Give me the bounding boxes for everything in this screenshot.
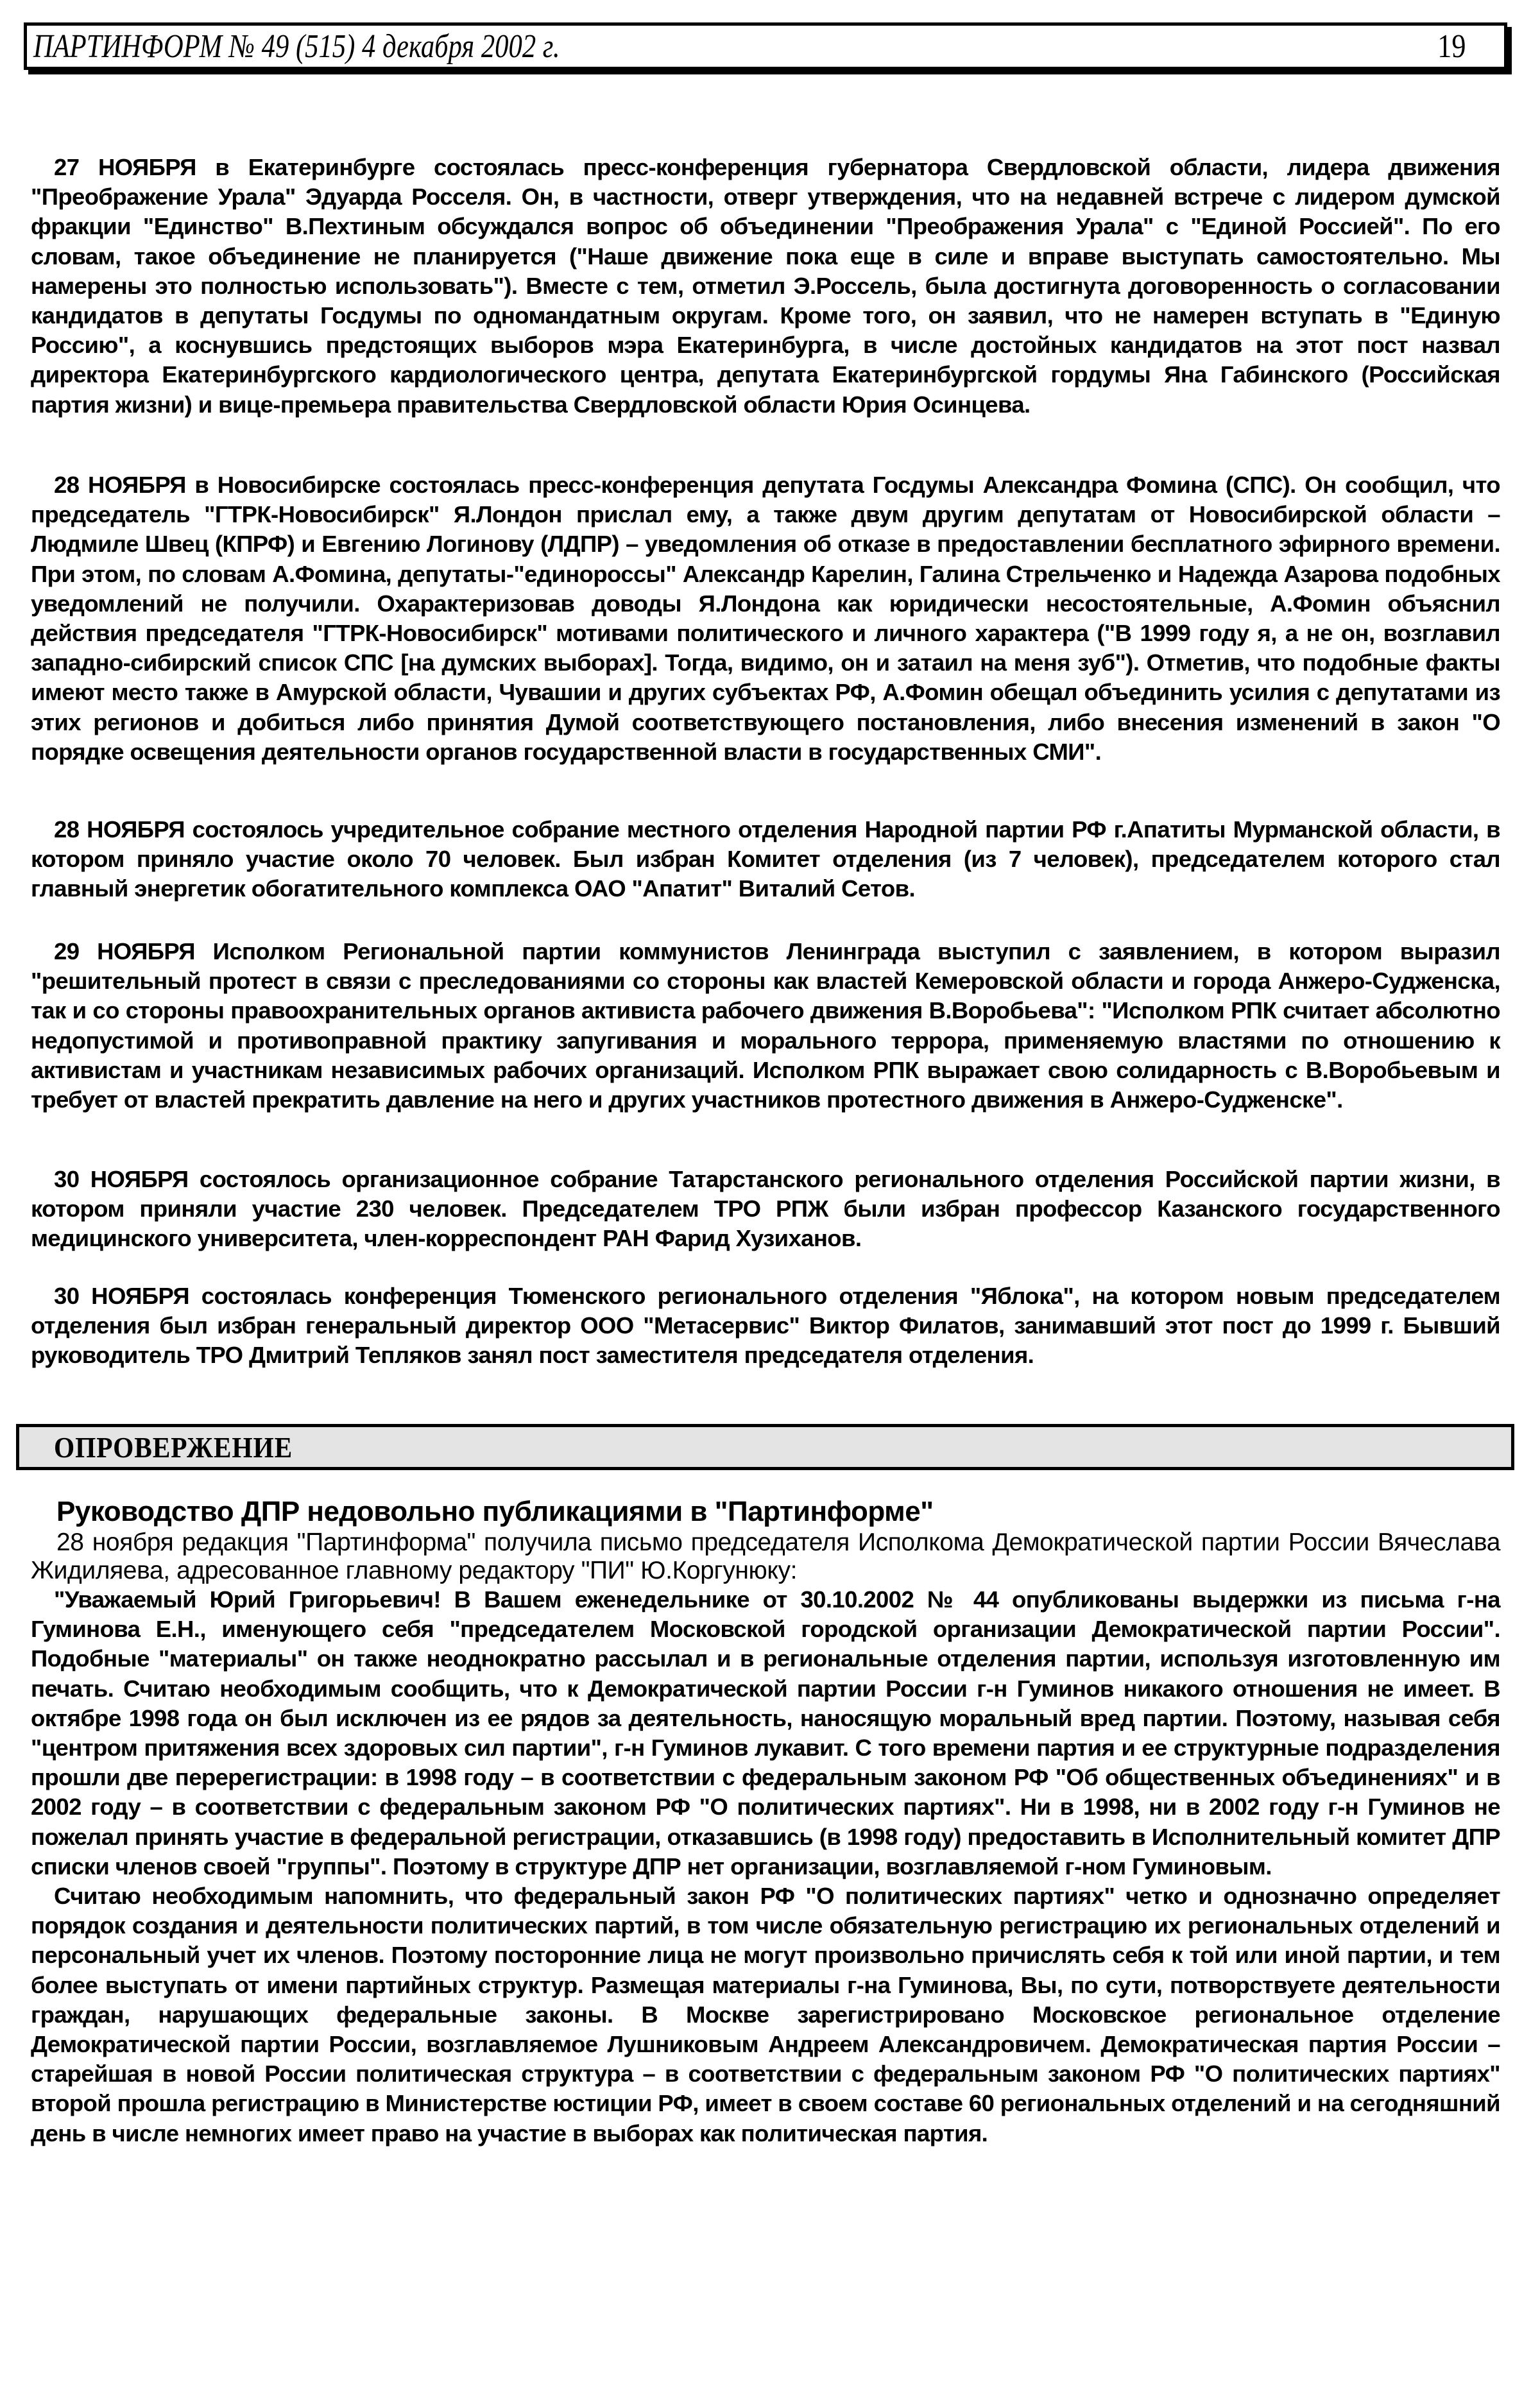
article-headline: Руководство ДПР недовольно публикациями в "Партинформе": [56, 1496, 934, 1527]
page-number: 19: [1437, 28, 1466, 65]
news-item: [31, 153, 1500, 420]
news-date: 28 НОЯБРЯ: [54, 816, 185, 843]
news-date: 29 НОЯБРЯ: [54, 938, 195, 964]
news-item: [31, 815, 1500, 904]
article-lead: 28 ноября редакция "Партинформа" получила письмо председателя Исполкома Демократической партии России Вячеслава Жидиляева, адресованное главному редактору "ПИ" Ю.Коргунюку:: [31, 1529, 1500, 1584]
news-date: 30 НОЯБРЯ: [54, 1283, 189, 1309]
news-item: [31, 937, 1500, 1115]
publication-title: ПАРТИНФОРМ № 49 (515) 4 декабря 2002 г.: [33, 28, 560, 65]
news-text: состоялось учредительное собрание местного отделения Народной партии РФ г.Апатиты Мурманской области, в котором приняло участие около 70 человек. Был избран Комитет отделения (из 7 человек), председателем которого стал главный энергетик обогатительного комплекса ОАО "Апатит" Виталий Сетов.: [31, 816, 1501, 902]
running-header: [24, 22, 1507, 70]
news-text: состоялась конференция Тюменского регионального отделения "Яблока", на котором новым председателем отделения был избран генеральный директор ООО "Метасервис" Виктор Филатов, занимавший этот пост до 1999 г. Бывший руководитель ТРО Дмитрий Тепляков занял пост заместителя председателя отделения.: [31, 1283, 1501, 1369]
news-text: состоялось организационное собрание Татарстанского регионального отделения Российской партии жизни, в котором приняли участие 230 человек. Председателем ТРО РПЖ были избран профессор Казанского государственного медицинского университета, член-корреспондент РАН Фарид Хузиханов.: [31, 1166, 1501, 1252]
news-date: 28 НОЯБРЯ: [54, 472, 186, 498]
news-text: в Новосибирске состоялась пресс-конференция депутата Госдумы Александра Фомина (СПС). Он сообщил, что председатель "ГТРК-Новосибирск" Я.Лондон прислал ему, а также двум другим депутатам от Новосибирской области – Людмиле Швец (КПРФ) и Евгению Логинову (ЛДПР) – уведомления об отказе в предоставлении бесплатного эфирного времени. При этом, по словам А.Фомина, депутаты-"единороссы" Александр Карелин, Галина Стрельченко и Надежда Азарова подобных уведомлений не получили. Охарактеризовав доводы Я.Лондона как юридически несостоятельные, А.Фомин объяснил действия председателя "ГТРК-Новосибирск" мотивами политического и личного характера ("В 1999 году я, а не он, возглавил западно-сибирский список СПС [на думских выборах]. Тогда, видимо, он и затаил на меня зуб"). Отметив, что подобные факты имеют место также в Амурской области, Чувашии и других субъектах РФ, А.Фомин обещал объединить усилия с депутатами из этих регионов и добиться либо принятия Думой соответствующего постановления, либо внесения изменений в закон "О порядке освещения деятельности органов государственной власти в государственных СМИ".: [31, 472, 1500, 765]
news-item: [31, 1281, 1500, 1371]
article: [31, 1495, 1500, 2148]
section-banner: [16, 1424, 1514, 1470]
news-item: [31, 1165, 1500, 1254]
letter-paragraph: "Уважаемый Юрий Григорьевич! В Вашем еженедельнике от 30.10.2002 № 44 опубликованы выдержки из письма г-на Гуминова Е.Н., именующего себя "председателем Московской городской организации Демократической партии России". Подобные "материалы" он также неоднократно рассылал и в региональные отделения партии, используя изготовленную им печать. Считаю необходимым сообщить, что к Демократической партии России г-н Гуминов никакого отношения не имеет. В октябре 1998 года он был исключен из ее рядов за деятельность, наносящую моральный вред партии. Поэтому, называя себя "центром притяжения всех здоровых сил партии", г-н Гуминов лукавит. С того времени партия и ее структурные подразделения прошли две перерегистрации: в 1998 году – в соответствии с федеральным законом РФ "Об общественных объединениях" и в 2002 году – в соответствии с федеральным законом РФ "О политических партиях". Ни в 1998, ни в 2002 году г-н Гуминов не пожелал принять участие в федеральной регистрации, отказавшись (в 1998 году) предоставить в Исполнительный комитет ДПР списки членов своей "группы". Поэтому в структуре ДПР нет организации, возглавляемой г-ном Гуминовым.: [31, 1586, 1500, 1880]
news-date: 30 НОЯБРЯ: [54, 1166, 189, 1192]
news-date: 27 НОЯБРЯ: [54, 154, 196, 180]
news-item: [31, 470, 1500, 767]
news-text: Исполком Региональной партии коммунистов Ленинграда выступил с заявлением, в котором выразил "решительный протест в связи с преследованиями со стороны как властей Кемеровской области и города Анжеро-Судженска, так и со стороны правоохранительных органов активиста рабочего движения В.Воробьева": "Исполком РПК считает абсолютно недопустимой и противоправной практику запугивания и морального террора, применяемую властями по отношению к активистам и участникам независимых рабочих организаций. Исполком РПК выражает свою солидарность с В.Воробьевым и требует от властей прекратить давление на него и других участников протестного движения в Анжеро-Судженске".: [31, 938, 1501, 1113]
letter-paragraph: Считаю необходимым напомнить, что федеральный закон РФ "О политических партиях" четко и однозначно определяет порядок создания и деятельности политических партий, в том числе обязательную регистрацию их региональных отделений и персональный учет их членов. Поэтому посторонние лица не могут произвольно причислять себя к той или иной партии, и тем более выступать от имени партийных структур. Размещая материалы г-на Гуминова, Вы, по сути, потворствуете деятельности граждан, нарушающих федеральные законы. В Москве зарегистрировано Московское региональное отделение Демократической партии России, возглавляемое Лушниковым Андреем Александровичем. Демократическая партия России – старейшая в новой России политическая структура – в соответствии с федеральным законом РФ "О политических партиях" второй прошла регистрацию в Министерстве юстиции РФ, имеет в своем составе 60 региональных отделений и на сегодняшний день в числе немногих имеет право на участие в выборах как политическая партия.: [31, 1883, 1500, 2146]
news-text: в Екатеринбурге состоялась пресс-конференция губернатора Свердловской области, лидера движения "Преображение Урала" Эдуарда Росселя. Он, в частности, отверг утверждения, что на недавней встрече с лидером думской фракции "Единство" В.Пехтиным обсуждался вопрос об объединении "Преображения Урала" с "Единой Россией". По его словам, такое объединение не планируется ("Наше движение пока еще в силе и вправе выступать самостоятельно. Мы намерены это полностью использовать"). Вместе с тем, отметил Э.Россель, была достигнута договоренность о согласовании кандидатов в депутаты Госдумы по одномандатным округам. Кроме того, он заявил, что не намерен вступать в "Единую Россию", а коснувшись предстоящих выборов мэра Екатеринбурга, в числе достойных кандидатов на этот пост назвал директора Екатеринбургского кардиологического центра, депутата Екатеринбургской гордумы Яна Габинского (Российская партия жизни) и вице-премьера правительства Свердловской области Юрия Осинцева.: [31, 154, 1501, 418]
section-title: ОПРОВЕРЖЕНИЕ: [54, 1430, 293, 1464]
